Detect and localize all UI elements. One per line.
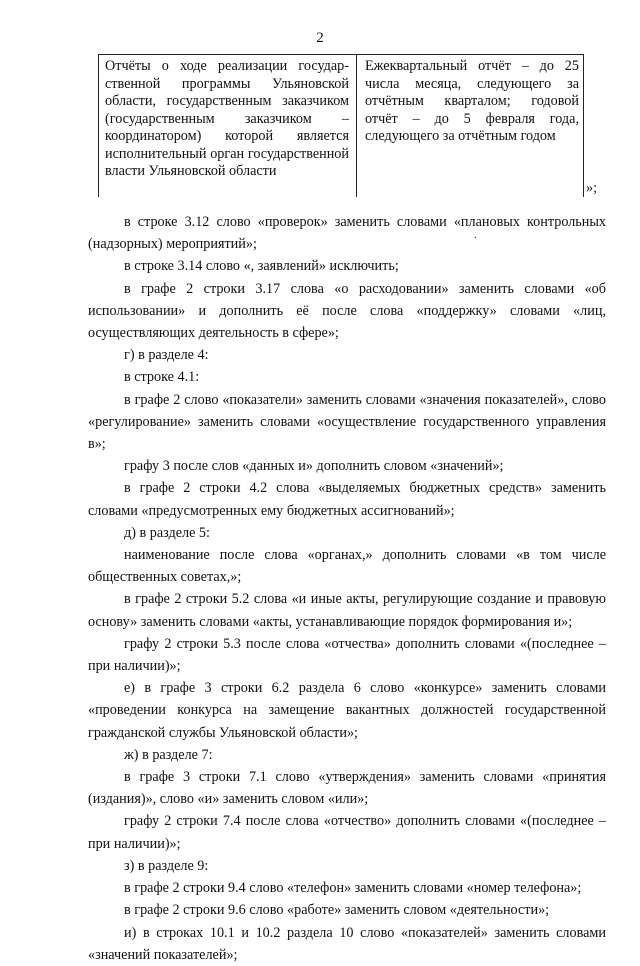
paragraph: графу 3 после слов «данных и» дополнить словом «значений»; <box>124 458 504 475</box>
table-cell-report-type: Отчёты о ходе реализации государственной программы Ульяновской области, государственным заказчиком (государственным заказчиком – координатором) которой является исполнительный орган государственной власти Ульяновской области <box>105 58 349 179</box>
paragraph: в строке 4.1: <box>124 369 200 386</box>
paragraph: е) в графе 3 строки 6.2 раздела 6 слово «конкурсе» заменить словами «проведении конкурса на замещение вакантных должностей государственной гражданской службы Ульяновской области»; <box>88 680 606 741</box>
paragraph: наименование после слова «органах,» дополнить словами «в том числе общественных советах,»; <box>88 547 606 586</box>
paragraph: в строке 3.14 слово «, заявлений» исключить; <box>124 258 399 275</box>
paragraph: в графе 2 строки 4.2 слова «выделяемых бюджетных средств» заменить словами «предусмотренных ему бюджетных ассигнований»; <box>88 480 606 519</box>
paragraph: в графе 2 строки 3.17 слова «о расходовании» заменить словами «об использовании» и дополнить её после слова «поддержку» словами «лиц, осуществляющих деятельность в сфере»; <box>88 280 606 342</box>
section-heading: г) в разделе 4: <box>124 347 209 364</box>
paragraph: в графе 2 строки 9.4 слово «телефон» заменить словами «номер телефона»; <box>124 880 582 897</box>
section-heading: д) в разделе 5: <box>124 524 210 541</box>
paragraph: в графе 2 слово «показатели» заменить словами «значения показателей», слово «регулирование» заменить словами «осуществление государственного управления в»; <box>88 391 606 453</box>
paragraph: в графе 2 строки 9.6 слово «работе» заменить словом «деятельности»; <box>124 902 550 919</box>
page-number: 2 <box>316 30 324 46</box>
paragraph: в графе 3 строки 7.1 слово «утверждения» заменить словами «принятия (издания)», слово «и» заменить словом «или»; <box>88 769 606 808</box>
paragraph: в графе 2 строки 5.2 слова «и иные акты, регулирующие создание и правовую основу» заменить словами «акты, устанавливающие порядок формирования и»; <box>88 591 606 630</box>
amendments-text <box>88 211 606 966</box>
table-stray-mark: . <box>474 230 477 241</box>
table-column-divider <box>356 55 357 197</box>
section-heading: з) в разделе 9: <box>124 857 209 874</box>
paragraph: в строке 3.12 слово «проверок» заменить словами «плановых контрольных (надзорных) мероприятий»; <box>88 214 606 253</box>
table-closing-quote: »; <box>586 180 598 196</box>
table-cell-deadlines: Ежеквартальный отчёт – до 25 числа месяца, следующего за отчётным кварталом; годовой отчёт – до 5 февраля года, следующего за отчётным годом <box>365 58 579 144</box>
paragraph: графу 2 строки 5.3 после слова «отчества» дополнить словами «(последнее – при наличии)»; <box>88 635 606 675</box>
paragraph: и) в строках 10.1 и 10.2 раздела 10 слово «показателей» заменить словами «значений показателей»; <box>88 924 606 963</box>
paragraph: графу 2 строки 7.4 после слова «отчество» дополнить словами «(последнее – при наличии)»; <box>88 813 606 852</box>
section-heading: ж) в разделе 7: <box>124 746 213 763</box>
